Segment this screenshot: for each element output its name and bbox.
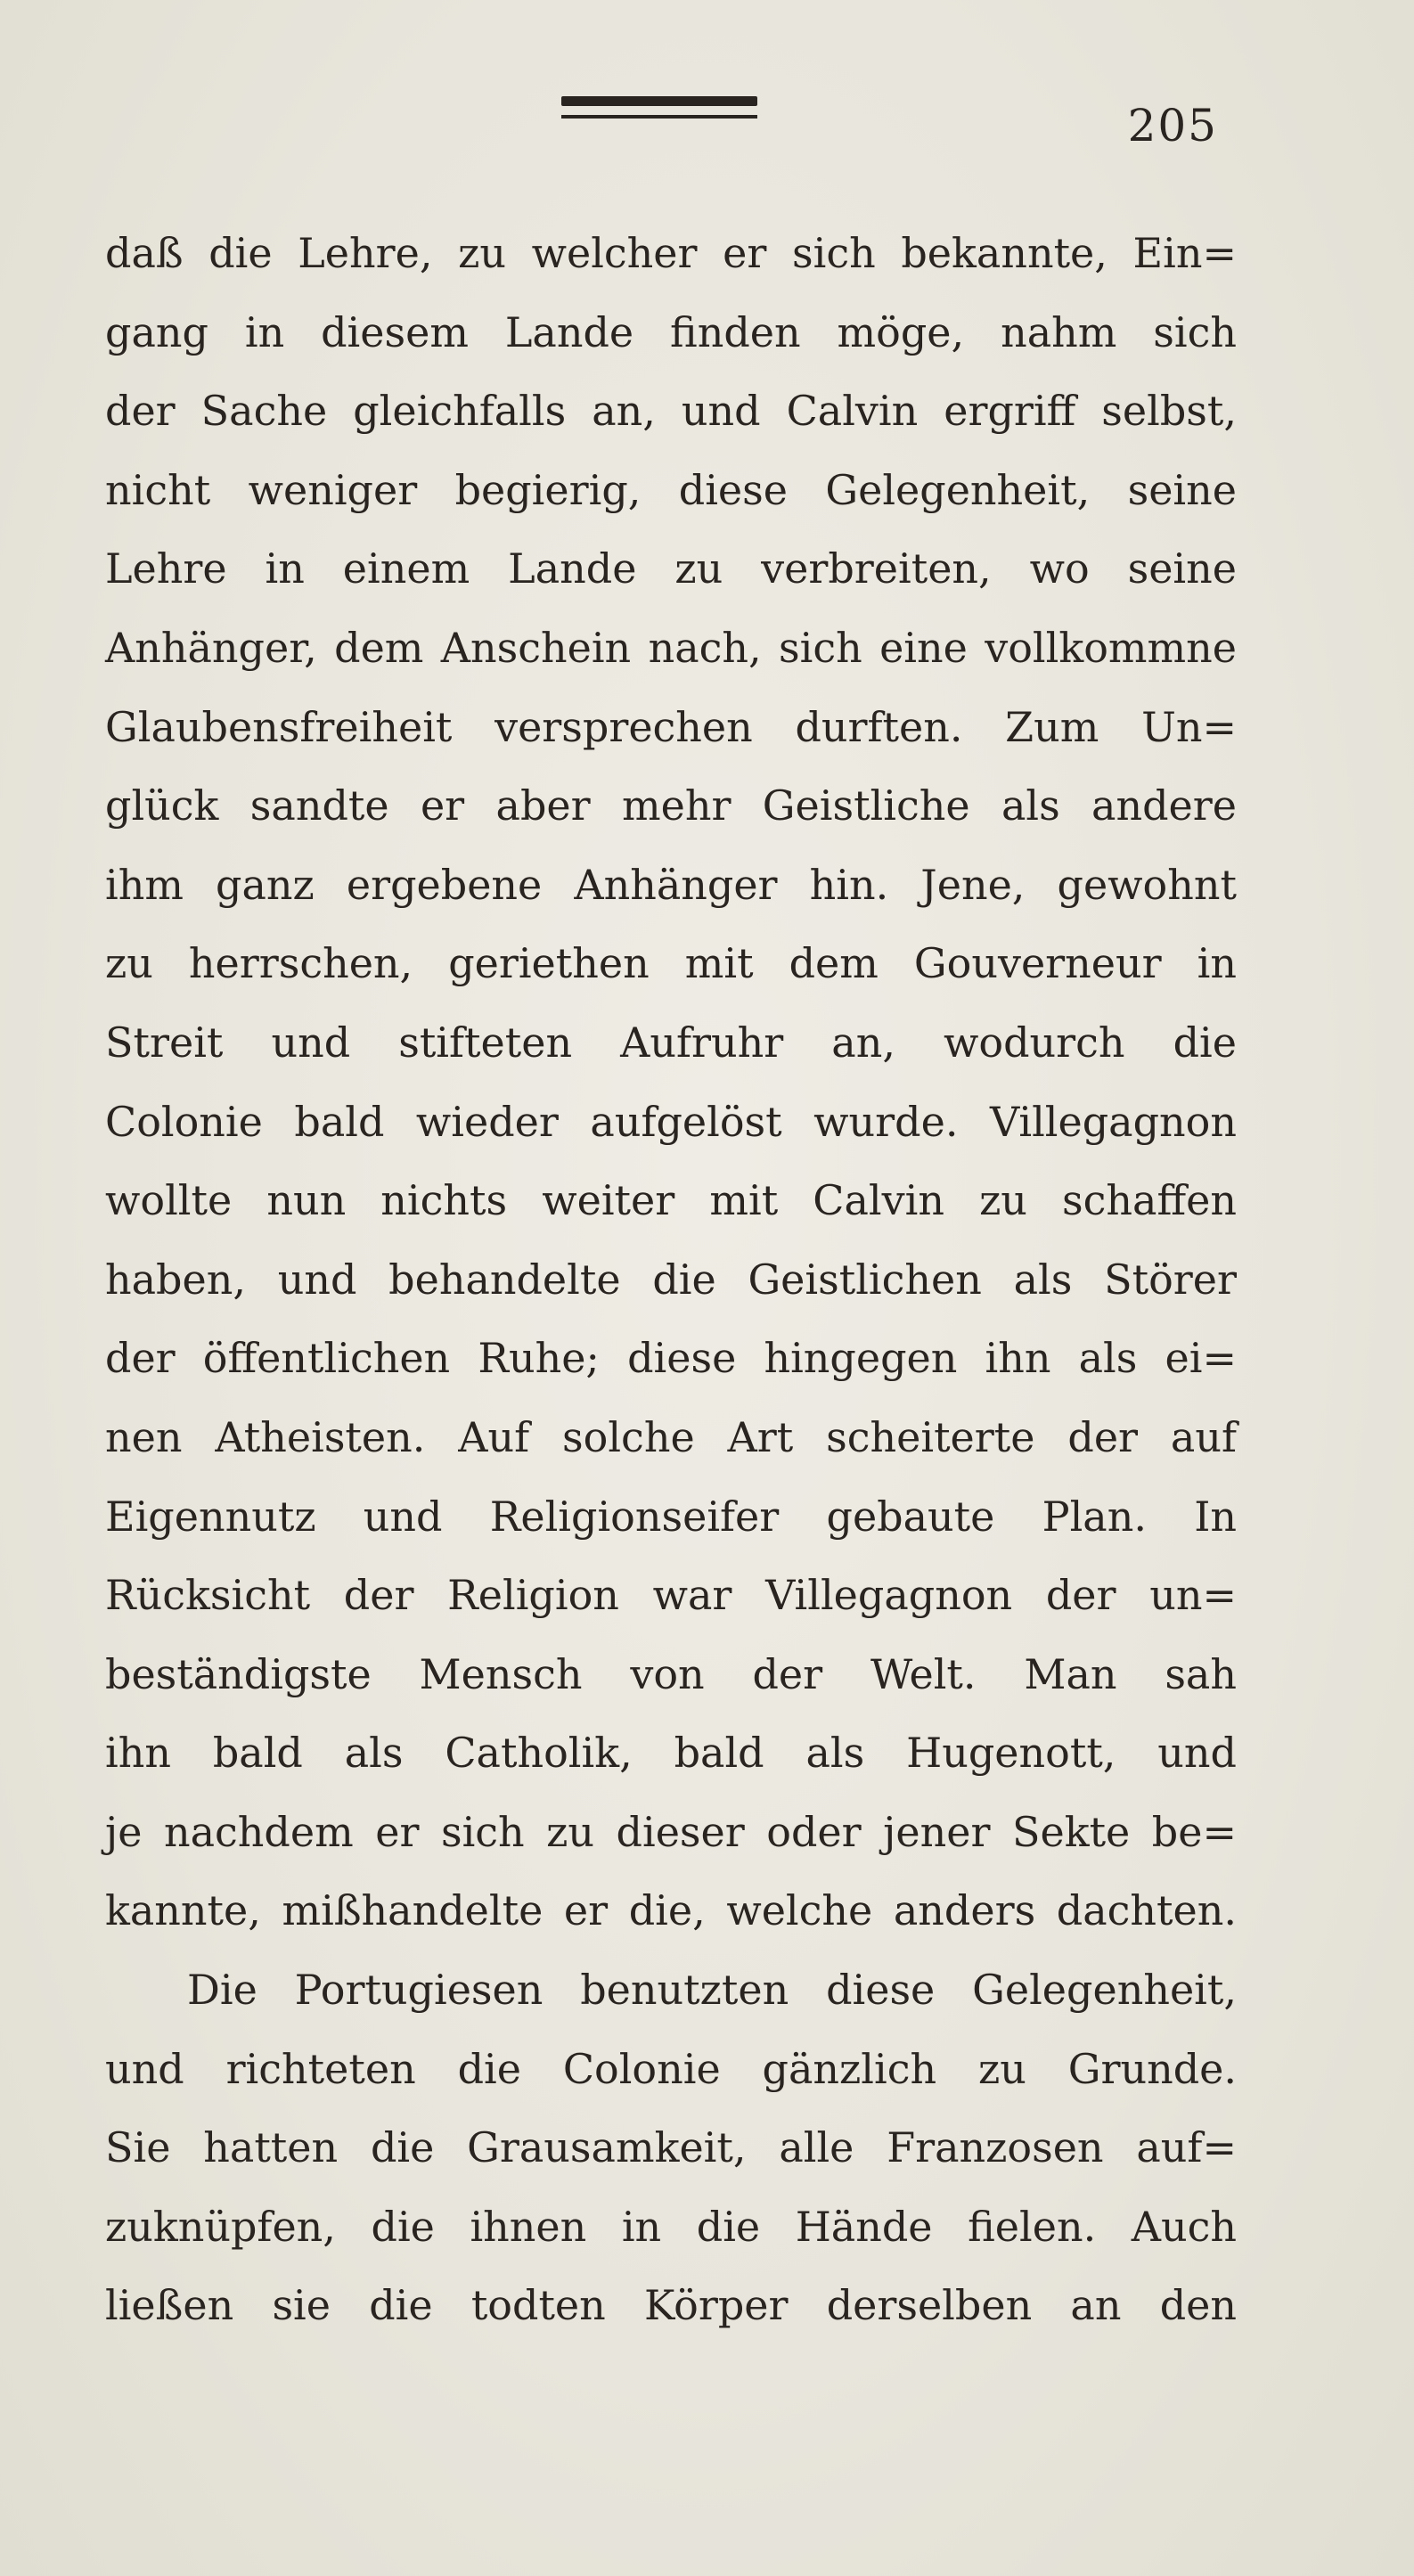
text-line: Eigennutz und Religionseifer gebaute Plan. In: [105, 1492, 1237, 1541]
text-line: Rücksicht der Religion war Villegagnon der un=: [105, 1571, 1237, 1620]
text-line: Anhänger, dem Anschein nach, sich eine vollkommne: [105, 623, 1237, 672]
text-line: Glaubensfreiheit versprechen durften. Zum Un=: [105, 702, 1237, 751]
text-line: ihm ganz ergebene Anhänger hin. Jene, gewohnt: [105, 860, 1237, 909]
paragraph-first-line: Die Portugiesen benutzten diese Gelegenheit,: [187, 1966, 1237, 2015]
header-rule-thick: [561, 96, 757, 106]
paragraph-end-line: kannte, mißhandelte er die, welche anders dachten.: [105, 1886, 1237, 1935]
text-line: zuknüpfen, die ihnen in die Hände fielen. Auch: [105, 2202, 1237, 2251]
text-line: haben, und behandelte die Geistlichen als Störer: [105, 1255, 1237, 1304]
text-line: beständigste Mensch von der Welt. Man sah: [105, 1649, 1237, 1698]
body-text: [105, 214, 1237, 2345]
text-line: gang in diesem Lande finden möge, nahm sich: [105, 307, 1237, 356]
text-line: Sie hatten die Grausamkeit, alle Franzosen auf=: [105, 2123, 1237, 2172]
text-line: ließen sie die todten Körper derselben an den: [105, 2281, 1237, 2330]
text-line: Lehre in einem Lande zu verbreiten, wo seine: [105, 544, 1237, 593]
text-line: ihn bald als Catholik, bald als Hugenott, und: [105, 1729, 1237, 1778]
text-line: daß die Lehre, zu welcher er sich bekannte, Ein=: [105, 229, 1237, 277]
header-ornament-rule: [561, 96, 757, 121]
header-rule-thin: [561, 115, 757, 119]
page-number: 205: [1127, 100, 1218, 151]
text-line: und richteten die Colonie gänzlich zu Grunde.: [105, 2044, 1237, 2093]
text-line: Colonie bald wieder aufgelöst wurde. Villegagnon: [105, 1097, 1237, 1146]
text-line: zu herrschen, geriethen mit dem Gouverneur in: [105, 939, 1237, 988]
text-line: nicht weniger begierig, diese Gelegenheit, seine: [105, 465, 1237, 514]
text-line: nen Atheisten. Auf solche Art scheiterte der auf: [105, 1412, 1237, 1461]
text-line: glück sandte er aber mehr Geistliche als andere: [105, 781, 1237, 830]
text-line: wollte nun nichts weiter mit Calvin zu schaffen: [105, 1176, 1237, 1225]
text-line: der Sache gleichfalls an, und Calvin ergriff selbst,: [105, 387, 1237, 436]
text-line: der öffentlichen Ruhe; diese hingegen ihn als ei=: [105, 1334, 1237, 1383]
text-line: je nachdem er sich zu dieser oder jener Sekte be=: [105, 1807, 1237, 1856]
text-line: Streit und stifteten Aufruhr an, wodurch die: [105, 1018, 1237, 1067]
